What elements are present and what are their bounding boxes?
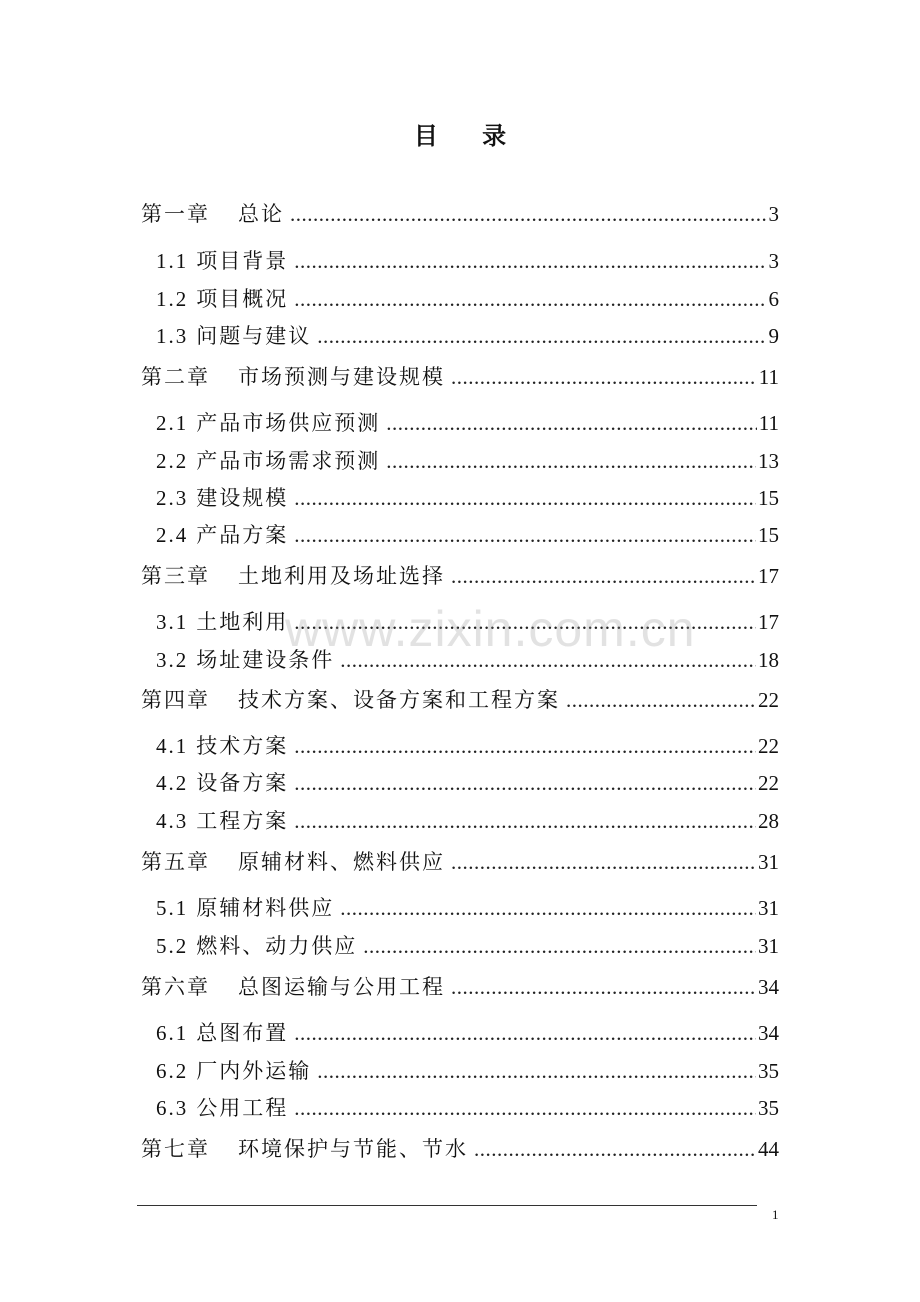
toc-entry-number: 第五章 [141, 850, 210, 874]
toc-entry-number: 4.3 [156, 809, 189, 833]
dot-leader [340, 645, 756, 675]
dot-leader [294, 607, 756, 637]
dot-leader [474, 1134, 756, 1164]
toc-entry-number: 3.1 [156, 610, 189, 634]
toc-entry-title: 技术方案、设备方案和工程方案 [238, 688, 560, 712]
toc-entry-number: 1.3 [156, 324, 189, 348]
toc-entry-page: 35 [758, 1059, 779, 1083]
toc-entry-number: 第二章 [141, 365, 210, 389]
toc-entry-title: 市场预测与建设规模 [238, 365, 445, 389]
toc-entry-number: 1.1 [156, 249, 189, 273]
toc-section-entry[interactable] [156, 806, 779, 836]
toc-section-entry[interactable] [156, 446, 779, 476]
toc-section-entry[interactable] [156, 1093, 779, 1123]
toc-section-entry[interactable] [156, 1056, 779, 1086]
dot-leader [317, 321, 766, 351]
toc-entry-page: 31 [758, 934, 779, 958]
toc-entry-page: 18 [758, 648, 779, 672]
toc-section-entry[interactable] [156, 893, 779, 923]
toc-section-entry[interactable] [156, 321, 779, 351]
toc-entry-title: 产品市场需求预测 [196, 449, 381, 473]
dot-leader [451, 362, 757, 392]
toc-entry-page: 28 [758, 809, 779, 833]
toc-entry-page: 15 [758, 523, 779, 547]
toc-entry-page: 11 [758, 365, 779, 389]
toc-entry-title: 技术方案 [196, 734, 289, 758]
toc-entry-title: 产品市场供应预测 [196, 411, 381, 435]
toc-chapter-entry[interactable] [141, 1134, 779, 1164]
toc-entry-page: 31 [758, 896, 779, 920]
toc-entry-title: 总论 [238, 202, 284, 226]
toc-section-entry[interactable] [156, 520, 779, 550]
toc-entry-number: 1.2 [156, 287, 189, 311]
toc-entry-number: 5.2 [156, 934, 189, 958]
dot-leader [294, 246, 766, 276]
dot-leader [294, 768, 756, 798]
toc-entry-title: 问题与建议 [196, 324, 312, 348]
toc-entry-number: 第三章 [141, 564, 210, 588]
toc-entry-page: 3 [768, 249, 779, 273]
toc-entry-title: 原辅材料供应 [196, 896, 335, 920]
toc-entry-title: 场址建设条件 [196, 648, 335, 672]
toc-entry-page: 3 [768, 202, 779, 226]
toc-entry-page: 22 [758, 688, 779, 712]
toc-chapter-entry[interactable] [141, 685, 779, 715]
toc-section-entry[interactable] [156, 1018, 779, 1048]
toc-entry-title: 土地利用 [196, 610, 289, 634]
toc-entry-page: 17 [758, 610, 779, 634]
page-title: 目 录 [413, 121, 525, 150]
dot-leader [294, 1018, 756, 1048]
toc-entry-number: 4.1 [156, 734, 189, 758]
toc-section-entry[interactable] [156, 931, 779, 961]
toc-entry-page: 22 [758, 734, 779, 758]
toc-entry-page: 22 [758, 771, 779, 795]
dot-leader [566, 685, 756, 715]
toc-entry-title: 项目概况 [196, 287, 289, 311]
dot-leader [340, 893, 756, 923]
toc-section-entry[interactable] [156, 483, 779, 513]
toc-entry-page: 31 [758, 850, 779, 874]
toc-chapter-entry[interactable] [141, 561, 779, 591]
toc-entry-title: 土地利用及场址选择 [238, 564, 445, 588]
toc-entry-number: 5.1 [156, 896, 189, 920]
toc-chapter-entry[interactable] [141, 362, 779, 392]
toc-section-entry[interactable] [156, 408, 779, 438]
dot-leader [294, 520, 756, 550]
toc-entry-title: 总图运输与公用工程 [238, 975, 445, 999]
toc-entry-number: 第七章 [141, 1137, 210, 1161]
toc-chapter-entry[interactable] [141, 199, 779, 229]
toc-entry-title: 产品方案 [196, 523, 289, 547]
toc-entry-page: 34 [758, 1021, 779, 1045]
toc-entry-number: 2.3 [156, 486, 189, 510]
dot-leader [451, 561, 756, 591]
toc-entry-number: 2.1 [156, 411, 189, 435]
dot-leader [386, 446, 756, 476]
toc-entry-number: 6.3 [156, 1096, 189, 1120]
toc-entry-title: 设备方案 [196, 771, 289, 795]
watermark: www.zixin.com.cn [285, 601, 696, 657]
dot-leader [363, 931, 756, 961]
dot-leader [317, 1056, 756, 1086]
toc-entry-page: 17 [758, 564, 779, 588]
toc-section-entry[interactable] [156, 607, 779, 637]
toc-section-entry[interactable] [156, 284, 779, 314]
toc-entry-page: 35 [758, 1096, 779, 1120]
dot-leader [294, 1093, 756, 1123]
toc-entry-title: 公用工程 [196, 1096, 289, 1120]
toc-entry-page: 6 [768, 287, 779, 311]
toc-entry-title: 环境保护与节能、节水 [238, 1137, 468, 1161]
toc-entry-number: 2.2 [156, 449, 189, 473]
footer-rule [137, 1205, 757, 1206]
toc-entry-page: 13 [758, 449, 779, 473]
toc-chapter-entry[interactable] [141, 972, 779, 1002]
toc-entry-number: 3.2 [156, 648, 189, 672]
toc-entry-page: 9 [768, 324, 779, 348]
toc-entry-title: 建设规模 [196, 486, 289, 510]
toc-entry-page: 15 [758, 486, 779, 510]
toc-section-entry[interactable] [156, 645, 779, 675]
toc-entry-title: 燃料、动力供应 [196, 934, 358, 958]
toc-entry-title: 原辅材料、燃料供应 [238, 850, 445, 874]
dot-leader [386, 408, 757, 438]
dot-leader [290, 199, 767, 229]
toc-entry-number: 第一章 [141, 202, 210, 226]
toc-entry-number: 第四章 [141, 688, 210, 712]
toc-entry-page: 44 [758, 1137, 779, 1161]
dot-leader [451, 847, 756, 877]
toc-section-entry[interactable] [156, 768, 779, 798]
toc-chapter-entry[interactable] [141, 847, 779, 877]
toc-entry-title: 厂内外运输 [196, 1059, 312, 1083]
dot-leader [294, 806, 756, 836]
toc-entry-number: 2.4 [156, 523, 189, 547]
toc-entry-page: 11 [758, 411, 779, 435]
toc-entry-number: 6.2 [156, 1059, 189, 1083]
dot-leader [451, 972, 756, 1002]
toc-section-entry[interactable] [156, 731, 779, 761]
toc-entry-number: 6.1 [156, 1021, 189, 1045]
toc-section-entry[interactable] [156, 246, 779, 276]
page-number: 1 [772, 1207, 779, 1222]
dot-leader [294, 483, 756, 513]
toc-entry-title: 总图布置 [196, 1021, 289, 1045]
toc-entry-title: 项目背景 [196, 249, 289, 273]
toc-entry-title: 工程方案 [196, 809, 289, 833]
dot-leader [294, 731, 756, 761]
toc-entry-number: 4.2 [156, 771, 189, 795]
dot-leader [294, 284, 766, 314]
toc-entry-page: 34 [758, 975, 779, 999]
toc-entry-number: 第六章 [141, 975, 210, 999]
